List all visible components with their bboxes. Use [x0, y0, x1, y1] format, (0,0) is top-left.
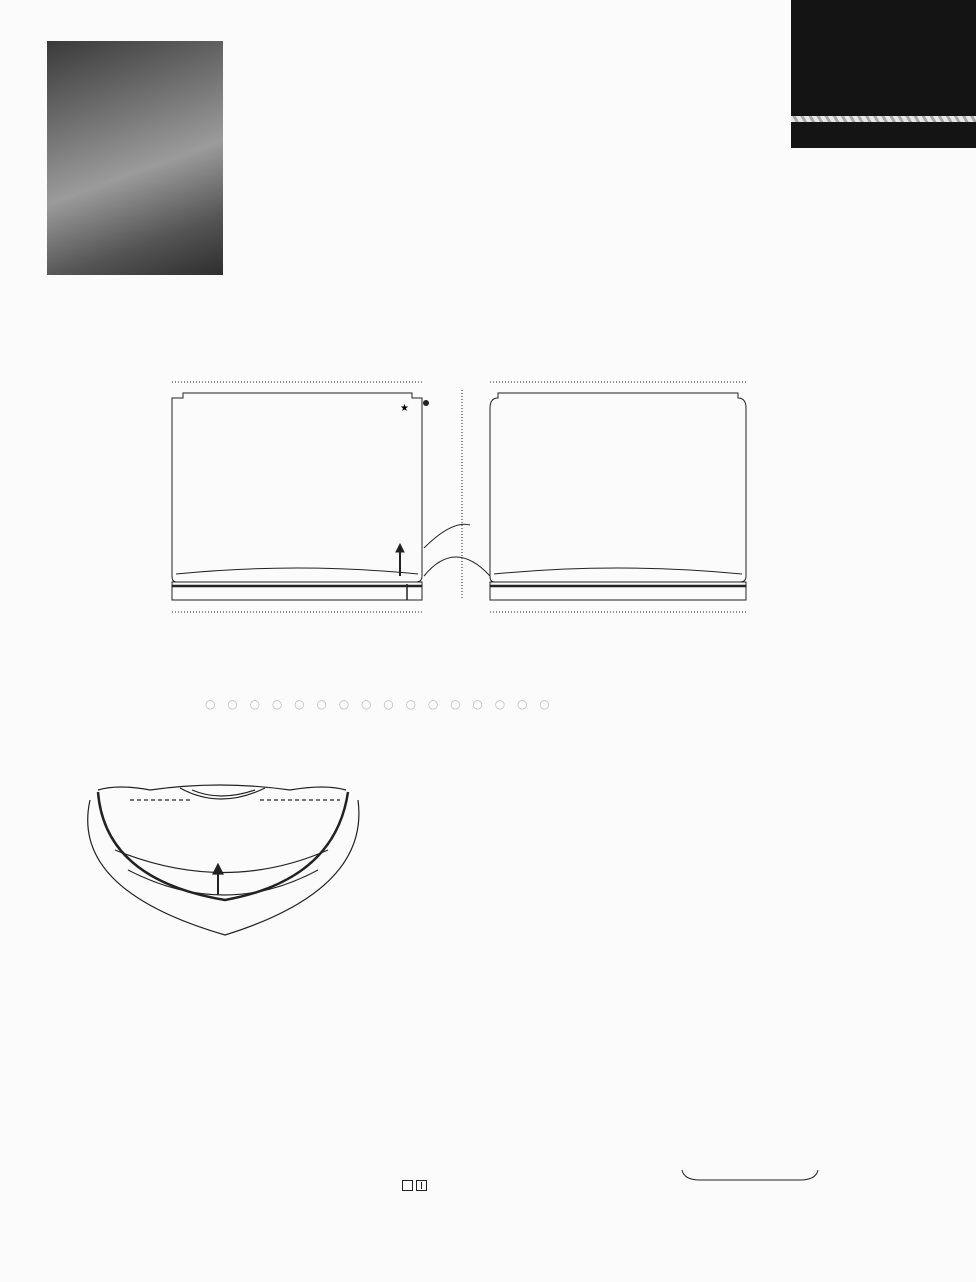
legend-knit	[402, 1180, 427, 1192]
join-curve-bottom	[424, 557, 490, 576]
row-labels	[820, 700, 970, 1170]
dot-mark	[423, 400, 429, 406]
page-number-box	[791, 0, 976, 148]
knit-stitch-icon	[416, 1180, 427, 1191]
repeat-bracket	[680, 1168, 820, 1188]
empty-cell-icon	[402, 1180, 413, 1191]
front-piece	[490, 382, 746, 612]
neck-curve	[180, 788, 265, 799]
divider-dots: ○ ○ ○ ○ ○ ○ ○ ○ ○ ○ ○ ○ ○ ○ ○ ○	[205, 697, 554, 711]
rope-decoration	[791, 116, 976, 122]
yoke-diagram	[60, 760, 380, 960]
star-mark: ★	[400, 403, 409, 414]
knitting-chart	[395, 700, 825, 1170]
body-pieces-diagram	[0, 360, 976, 650]
join-curve-top	[424, 524, 470, 548]
back-piece	[172, 382, 422, 612]
sweater-photo	[47, 41, 223, 275]
